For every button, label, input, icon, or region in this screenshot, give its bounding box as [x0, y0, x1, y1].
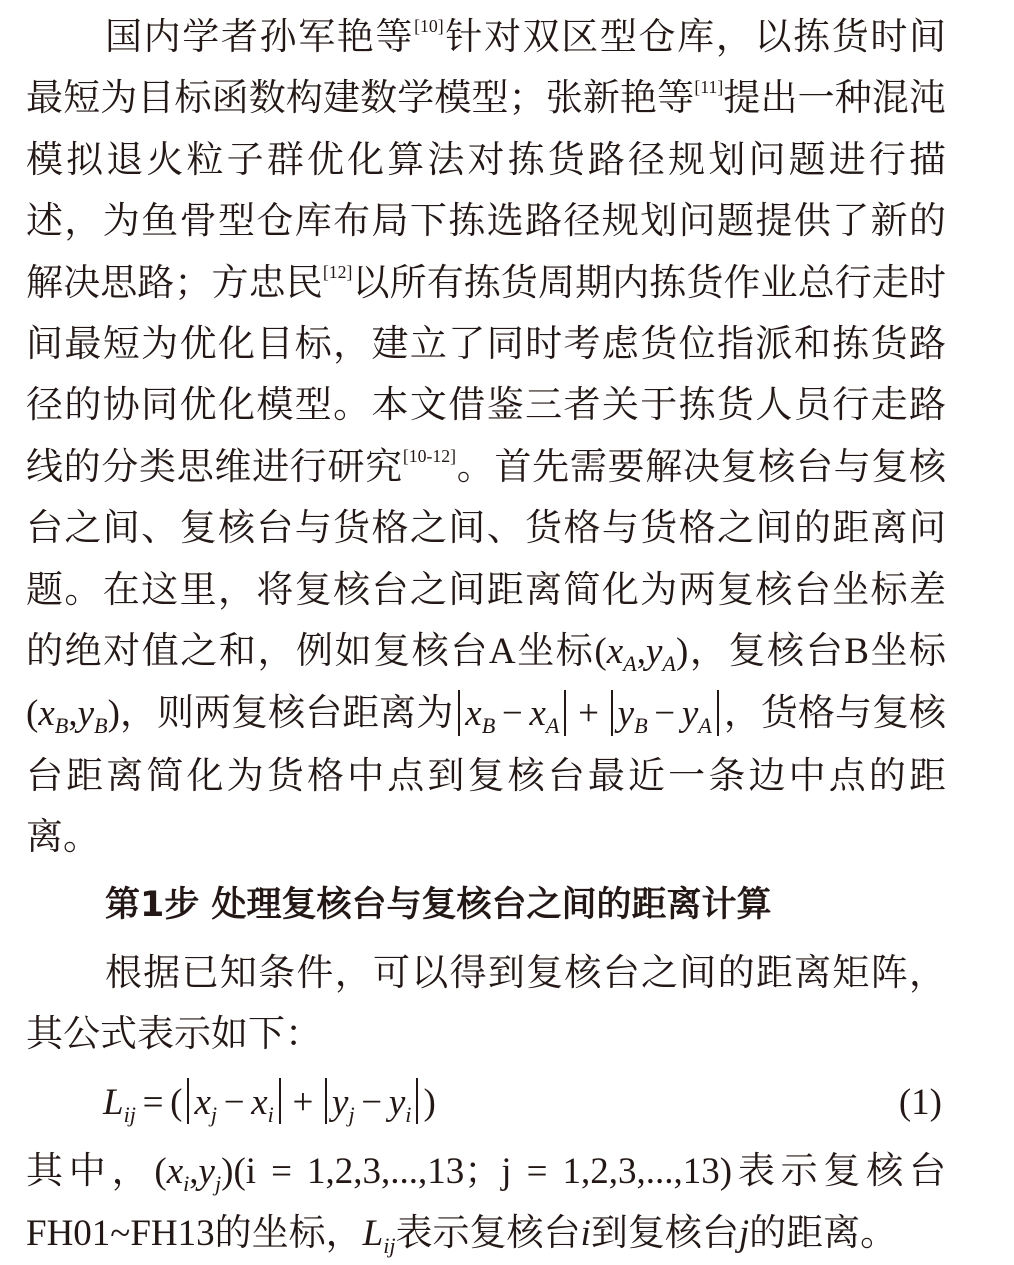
text-run: ，货格与复核台距离简化为货格中点到复核台最近一条边中点的距离。 [26, 691, 947, 859]
lij-math: $L_{ij}$ [362, 1213, 396, 1259]
label-a: A [488, 631, 516, 673]
citation-ref-10: [10] [414, 16, 444, 37]
equation-1: $L_{ij}$ = ( $x_j - x_i + y_j - y_i$ ) [103, 1074, 436, 1132]
text-run: 的距离。 [749, 1211, 898, 1255]
citation-ref-11: [11] [694, 77, 724, 98]
body-paragraph-matrix: 根据已知条件，可以得到复核台之间的距离矩阵，其公式表示如下： [26, 951, 946, 1056]
var-i: i [580, 1213, 591, 1255]
text-run: 其中， [26, 1149, 155, 1192]
coord-ij-math: $(x_i,y_j)$ [154, 1151, 234, 1196]
text-run: ，则两复核台距离为 [119, 691, 454, 735]
citation-ref-10-12: [10-12] [402, 445, 457, 466]
text-run: 提出一种混沌模拟退火粒子群优化算法对拣货路径规划问题进行描述，为鱼骨型仓库布局下拣选路径规划问题提供了新的解决思路；方忠民 [26, 76, 947, 304]
text-run: 。首先需要解决复核台与复核台之间、复核台与货格之间、货格与货格之间的距离问题。在这里，将复核台之间距离简化为两复核台坐标差的绝对值之和，例如复核台 [26, 444, 947, 673]
text-run: 到复核台 [590, 1211, 739, 1255]
step-heading: 第1步 处理复核台与复核台之间的距离计算 [105, 885, 772, 925]
text-run: ，复核台 [688, 629, 845, 673]
body-paragraph-definitions [26, 1140, 946, 1265]
var-j: j [738, 1213, 750, 1255]
text-run: 表示复核台 [732, 1149, 947, 1192]
text-run: 针对双区型仓库，以拣货时间最短为目标函数构建数学模型；张新艳等 [26, 15, 947, 120]
index-range: (i = 1,2,3,...,13；j = 1,2,3,...,13) [233, 1151, 733, 1192]
coord-a-math: $(x_A,y_A)$ [594, 631, 689, 676]
distance-math: $x_B - x_A + y_B - y_A$ [453, 691, 724, 734]
equation-number: (1) [898, 1082, 942, 1123]
text-run: 坐标 [515, 629, 595, 673]
coord-b-math: $(x_B,y_B)$ [26, 693, 120, 739]
text-run: 表示复核台 [395, 1211, 581, 1255]
station-codes: FH01~FH13 [26, 1213, 215, 1255]
text-run: 的坐标， [214, 1211, 363, 1255]
text-run: 坐标 [868, 629, 947, 673]
label-b: B [844, 631, 869, 673]
text-run: 以所有拣货周期内拣货作业总行走时间最短为优化目标，建立了同时考虑货位指派和拣货路径的协同优化模型。本文借鉴三者关于拣货人员行走路线的分类思维进行研究 [26, 260, 947, 488]
body-paragraph-literature [26, 6, 946, 868]
text-run: 国内学者孙军艳等 [105, 15, 415, 58]
citation-ref-12: [12] [322, 261, 353, 282]
